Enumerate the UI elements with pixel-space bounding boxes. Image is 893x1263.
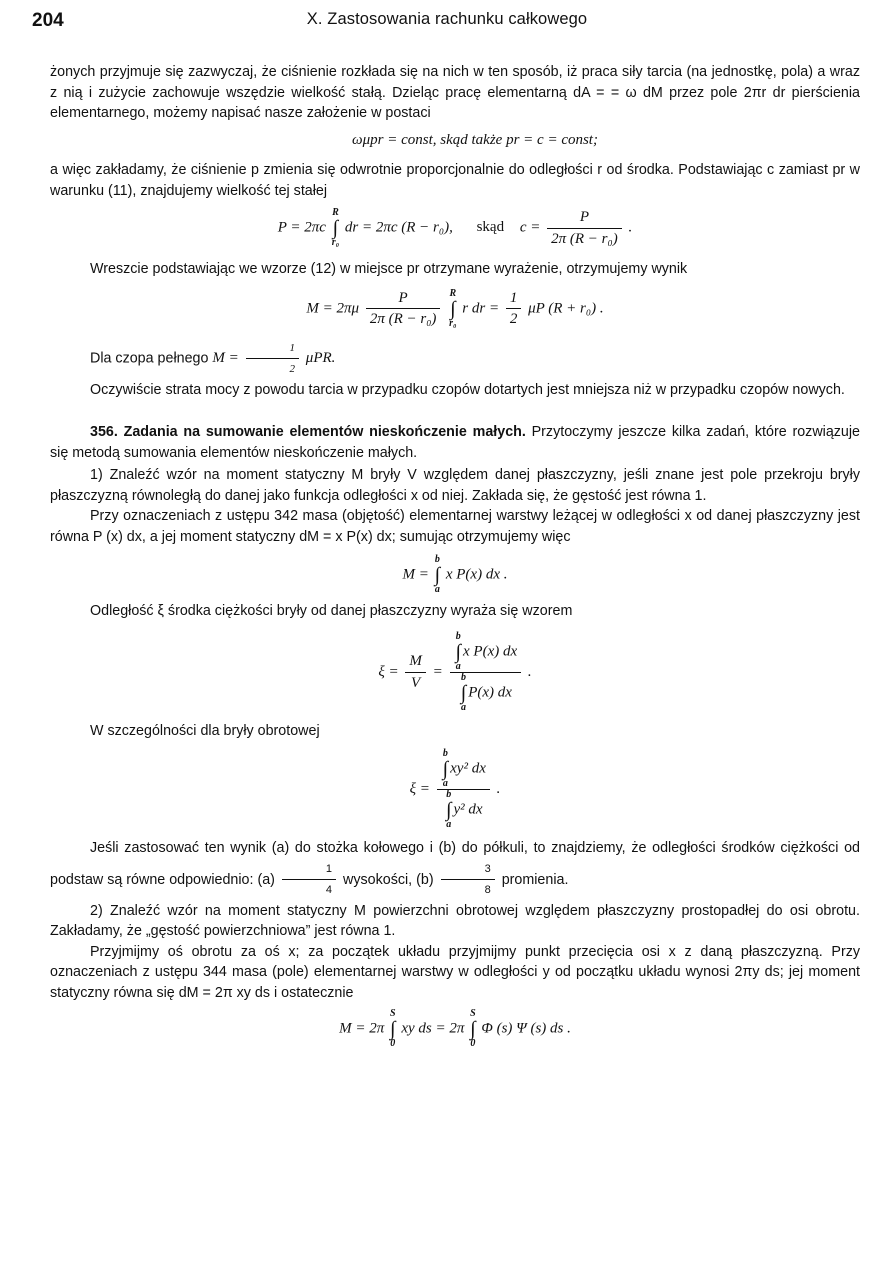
page-header [32, 10, 862, 34]
equation-2: P = 2πc R ∫ r₀ dr = 2πc (R − r₀), skąd c = $\frac{P}{\text{2π (R − r₀)}}$ . [277, 207, 633, 248]
paragraph-1: żonych przyjmuje się zazwyczaj, że ciśnienie rozkłada się na nich w ten sposób, iż praca siły tarcia (na jednostkę, pola) a wraz z nią i zużycie zachowuje wszędzie wielkość stałą. Dzieląc pracę elementarną dA = = ω dM przez pole 2πr dr pierścienia elementarnego, możemy napisać nasze założenie w postaci [50, 64, 860, 121]
equation-5: ξ = $\frac{M}{V}$ = b ∫ a x P(x) dx b ∫ a P(x) dx . [378, 630, 532, 713]
eq5-big-fraction: b ∫ a x P(x) dx b ∫ a P(x) dx [450, 632, 522, 713]
equation-1: ωμpr = const, skąd także pr = c = const; [352, 131, 598, 148]
paragraph-3: Wreszcie podstawiając we wzorze (12) w miejsce pr otrzymane wyrażenie, otrzymujemy wynik [90, 261, 688, 277]
eq2-lhs: P = 2πc [277, 219, 326, 236]
task-1-rotation: W szczególności dla bryły obrotowej [90, 722, 320, 739]
task-2: 2) Znaleźć wzór na moment statyczny M powierzchni obrotowej względem płaszczyzny prostopadłej do osi obrotu. Zakładamy, że „gęstość powierzchniowa” jest równa 1. [50, 902, 860, 939]
equation-7: M = 2π S ∫ 0 xy ds = 2π S ∫ 0 Φ (s) Ψ (s) ds . [339, 1008, 571, 1049]
running-title: X. Zastosowania rachunku całkowego [306, 10, 588, 28]
integral-sign: b ∫ a [434, 554, 441, 595]
task-2-body: Przyjmijmy oś obrotu za oś x; za początek układu przyjmijmy punkt przecięcia osi x z daną płaszczyzną. Przy oznaczeniach z ustępu 344 masa (pole) elementarnej warstwy w odległości y od początku układu wynosi 2πy ds; jej moment statyczny równa się dM = 2π xy ds i ostatecznie [50, 943, 860, 1001]
page-number: 204 [32, 10, 64, 31]
eq2-fraction: $\frac{P}{\text{2π (R − r₀)}}$ [547, 207, 622, 249]
section-title: 356. Zadania na sumowanie elementów nieskończenie małych. [90, 424, 526, 440]
equation-3 [50, 288, 860, 330]
paragraph-2: a więc zakładamy, że ciśnienie p zmienia się odwrotnie proporcjonalnie do odległości r od środka. Podstawiając c zamiast pr w warunku (11), znajdujemy wielkość tej stałej [50, 162, 860, 199]
task-1: 1) Znaleźć wzór na moment statyczny M bryły V względem danej płaszczyzny, jeśli znane jest pole przekroju bryły płaszczyzną równoległą do danej jako funkcja odległości x od niej. Zakłada się, że gęstość jest równa 1. [50, 467, 860, 504]
eq3-integrand: r dr = [462, 299, 500, 316]
eq2-mid: skąd [476, 219, 505, 236]
task-1-result: Jeśli zastosować ten wynik (a) do stożka kołowego i (b) do półkuli, to znajdziemy, że odległości środków ciężkości od podstaw są równe odpowiednio: (a) $\frac{1}{4}$ wysokości, (b) $\frac{3}{8}$ promienia. [50, 840, 860, 896]
eq3-lhs: M = 2πμ [306, 299, 360, 316]
integral-sign: S ∫ 0 [390, 1008, 396, 1049]
eq3-rhs: μP (R + r₀) . [528, 299, 604, 316]
task-1-centroid: Odległość ξ środka ciężkości bryły od danej płaszczyzny wyraża się wzorem [90, 603, 573, 619]
eq3-half: $\frac{1}{2}$ [506, 288, 522, 330]
eq2-integrand: dr = 2πc (R − r₀), [344, 219, 453, 236]
eq3-fraction: $\frac{P}{\text{2π (R − r₀)}}$ [366, 288, 441, 330]
integral-sign: S ∫ 0 [470, 1008, 476, 1049]
task-1-body: Przy oznaczeniach z ustępu 342 masa (objętość) elementarnej warstwy leżącej w odległości x od danej płaszczyzny jest równa P (x) dx, a jej moment statyczny dM = x P(x) dx; sumując otrzymujemy więc [50, 508, 860, 545]
paragraph-4: Dla czopa pełnego M = $\frac{1}{2}$ μPR. [50, 338, 860, 380]
equation-6: ξ = b ∫ a xy² dx b ∫ a y² dx . [409, 748, 501, 830]
integral-sign: R ∫ r₀ [331, 207, 340, 248]
equation-4: M = b ∫ a x P(x) dx . [402, 554, 508, 595]
integral-sign: R ∫ r₀ [449, 287, 457, 329]
eq6-fraction: b ∫ a xy² dx b ∫ a y² dx [437, 749, 490, 830]
eq2-c: c = [519, 219, 541, 236]
section-356: 356. Zadania na sumowanie elementów nieskończenie małych. Przytoczymy jeszcze kilka zadań, które rozwiązuje się metodą sumowania elementów nieskończenie małych. [50, 424, 860, 461]
paragraph-5: Oczywiście strata mocy z powodu tarcia w przypadku czopów dotartych jest mniejsza niż w przypadku czopów nowych. [90, 381, 845, 398]
page-body [50, 62, 860, 1049]
